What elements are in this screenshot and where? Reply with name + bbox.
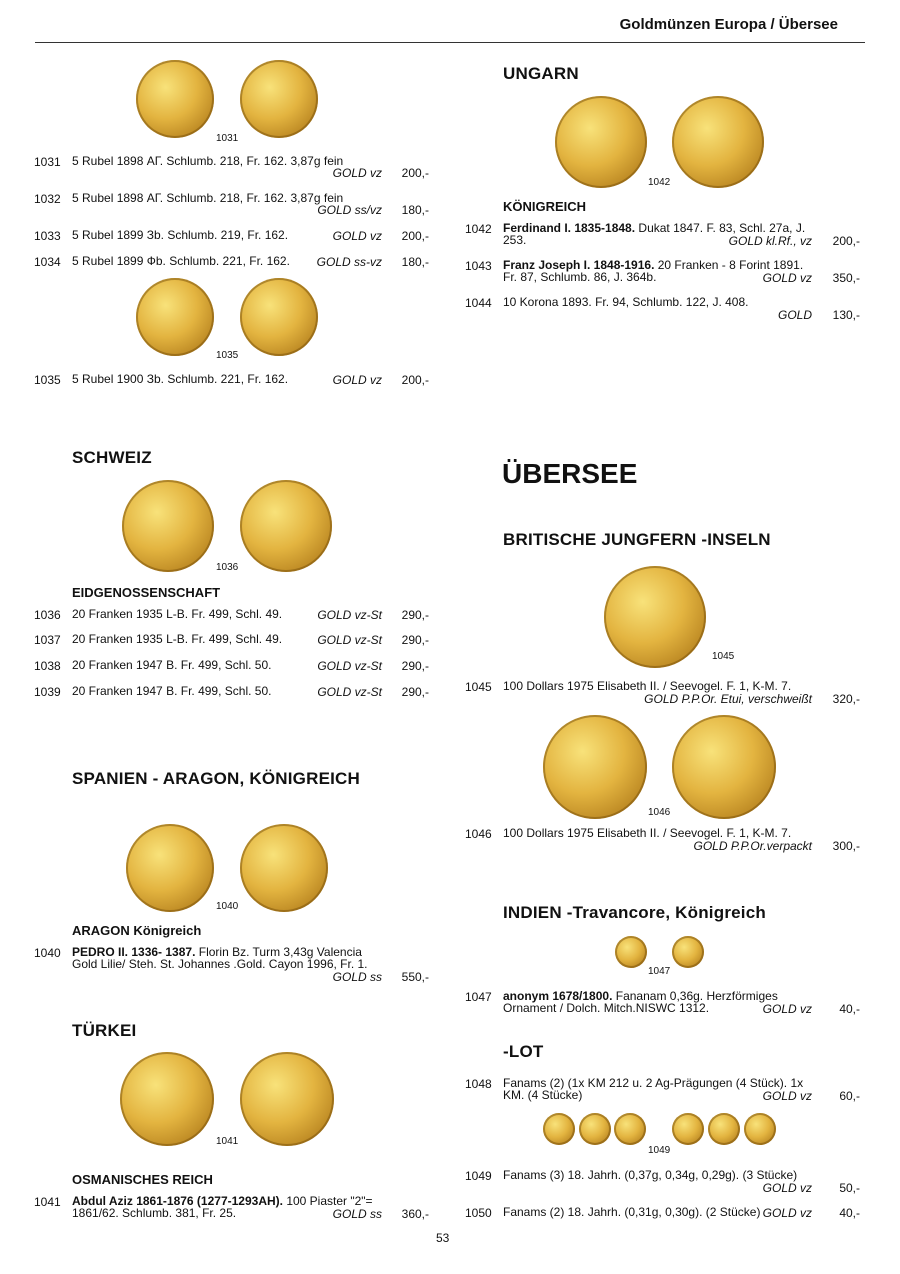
lot-desc-line2-1042: 253.: [503, 233, 527, 247]
lot-price-1032: 180,-: [401, 203, 429, 217]
lot-number-1048: 1048: [465, 1077, 492, 1091]
lot-desc-line1-1048: Fanams (2) (1x KM 212 u. 2 Ag-Prägungen (4 Stück). 1x: [503, 1076, 804, 1090]
coin-image-1040-reverse: [240, 824, 328, 912]
lot-price-1050: 40,-: [839, 1206, 860, 1220]
coin-image-1041-obverse: [120, 1052, 214, 1146]
lot-grade-1034: GOLD ss-vz: [316, 255, 382, 269]
lot-desc-line1-1042: Dukat 1847. F. 83, Schl. 27a, J.: [635, 221, 806, 235]
coin-image-1035-reverse: [240, 278, 318, 356]
coin-image-1035-obverse: [136, 278, 214, 356]
coin-image-1049-3: [614, 1113, 646, 1145]
lot-price-1033: 200,-: [401, 229, 429, 243]
lot-description-1035: 5 Rubel 1900 Зb. Schlumb. 221, Fr. 162.: [72, 372, 289, 386]
caption-1042: 1042: [648, 177, 671, 188]
lot-description-1040: [72, 946, 392, 970]
lot-grade-1036: GOLD vz-St: [317, 608, 382, 622]
caption-1041: 1041: [216, 1136, 239, 1147]
caption-1031: 1031: [216, 133, 239, 144]
lot-ruler-1042: Ferdinand I. 1835-1848.: [503, 221, 636, 235]
lot-description-1031: 5 Rubel 1898 АГ. Schlumb. 218, Fr. 162. 3,87g fein: [72, 154, 344, 168]
lot-grade-1032: GOLD ss/vz: [317, 203, 382, 217]
header-divider: [35, 42, 865, 43]
subsection-title-eidgenossenschaft: EIDGENOSSENSCHAFT: [72, 585, 221, 600]
lot-ruler-1040: PEDRO II. 1336- 1387.: [72, 945, 196, 959]
coin-image-1042-obverse: [555, 96, 647, 188]
lot-number-1031: 1031: [34, 155, 61, 169]
lot-grade-1033: GOLD vz: [332, 229, 382, 243]
lot-description-1046: 100 Dollars 1975 Elisabeth II. / Seevogel. F. 1, K-M. 7.: [503, 826, 792, 840]
lot-number-1037: 1037: [34, 633, 61, 647]
lot-price-1044: 130,-: [832, 308, 860, 322]
lot-grade-1039: GOLD vz-St: [317, 685, 382, 699]
lot-price-1036: 290,-: [401, 608, 429, 622]
lot-grade-1047: GOLD vz: [762, 1002, 812, 1016]
lot-description-1037: 20 Franken 1935 L-B. Fr. 499, Schl. 49.: [72, 632, 283, 646]
lot-grade-1035: GOLD vz: [332, 373, 382, 387]
caption-1047: 1047: [648, 966, 671, 977]
lot-price-1040: 550,-: [401, 970, 429, 984]
lot-description-1045: 100 Dollars 1975 Elisabeth II. / Seevogel. F. 1, K-M. 7.: [503, 679, 792, 693]
page-number: 53: [436, 1231, 450, 1245]
lot-ruler-1047: anonym 1678/1800.: [503, 989, 613, 1003]
lot-number-1036: 1036: [34, 608, 61, 622]
lot-desc-line1-1047: Fananam 0,36g. Herzförmiges: [612, 989, 778, 1003]
section-title-lot: -LOT: [503, 1042, 544, 1061]
lot-grade-1041: GOLD ss: [332, 1207, 382, 1221]
section-title-tuerkei: TÜRKEI: [72, 1021, 137, 1040]
lot-desc-line1-1043: 20 Franken - 8 Forint 1891.: [654, 258, 804, 272]
lot-price-1037: 290,-: [401, 633, 429, 647]
lot-number-1042: 1042: [465, 222, 492, 236]
lot-description-1038: 20 Franken 1947 B. Fr. 499, Schl. 50.: [72, 658, 272, 672]
lot-description-1049: Fanams (3) 18. Jahrh. (0,37g, 0,34g, 0,29g). (3 Stücke): [503, 1168, 798, 1182]
lot-desc-line2-1047: Ornament / Dolch. Mitch.NISWC 1312.: [503, 1001, 710, 1015]
lot-number-1044: 1044: [465, 296, 492, 310]
coin-image-1031-reverse: [240, 60, 318, 138]
lot-desc-line2-1041: 1861/62. Schlumb. 381, Fr. 25.: [72, 1206, 237, 1220]
section-title-bvi: BRITISCHE JUNGFERN -INSELN: [503, 530, 771, 549]
lot-price-1047: 40,-: [839, 1002, 860, 1016]
lot-price-1045: 320,-: [832, 692, 860, 706]
lot-description-1039: 20 Franken 1947 B. Fr. 499, Schl. 50.: [72, 684, 272, 698]
subsection-title-osmanisches-reich: OSMANISCHES REICH: [72, 1172, 213, 1187]
lot-price-1035: 200,-: [401, 373, 429, 387]
lot-number-1035: 1035: [34, 373, 61, 387]
caption-1035: 1035: [216, 350, 239, 361]
lot-desc-line1-1041: 100 Piaster "2"=: [282, 1194, 373, 1208]
lot-number-1033: 1033: [34, 229, 61, 243]
caption-1036: 1036: [216, 562, 239, 573]
coin-image-1049-2: [579, 1113, 611, 1145]
lot-grade-1044: GOLD: [777, 308, 812, 322]
lot-number-1038: 1038: [34, 659, 61, 673]
subsection-title-aragon: ARAGON Königreich: [72, 923, 202, 938]
lot-description-1033: 5 Rubel 1899 Зb. Schlumb. 219, Fr. 162.: [72, 228, 289, 242]
coin-image-1047-reverse: [672, 936, 704, 968]
lot-grade-1048: GOLD vz: [762, 1089, 812, 1103]
caption-1049: 1049: [648, 1145, 671, 1156]
lot-number-1034: 1034: [34, 255, 61, 269]
lot-number-1043: 1043: [465, 259, 492, 273]
lot-number-1047: 1047: [465, 990, 492, 1004]
lot-description-1034: 5 Rubel 1899 Фb. Schlumb. 221, Fr. 162.: [72, 254, 290, 268]
lot-grade-1031: GOLD vz: [332, 166, 382, 180]
coin-image-1040-obverse: [126, 824, 214, 912]
page-header-title: Goldmünzen Europa / Übersee: [619, 16, 838, 33]
coin-image-1045: [604, 566, 706, 668]
lot-ruler-1041: Abdul Aziz 1861-1876 (1277-1293AH).: [72, 1194, 283, 1208]
coin-image-1036-obverse: [122, 480, 214, 572]
lot-price-1042: 200,-: [832, 234, 860, 248]
lot-grade-1037: GOLD vz-St: [317, 633, 382, 647]
lot-grade-1042: GOLD kl.Rf., vz: [728, 234, 812, 248]
coin-image-1049-4: [672, 1113, 704, 1145]
lot-price-1041: 360,-: [401, 1207, 429, 1221]
coin-image-1046-obverse: [543, 715, 647, 819]
lot-number-1046: 1046: [465, 827, 492, 841]
coin-image-1049-6: [744, 1113, 776, 1145]
lot-desc-line2-1043: Fr. 87, Schlumb. 86, J. 364b.: [503, 270, 657, 284]
lot-description-1036: 20 Franken 1935 L-B. Fr. 499, Schl. 49.: [72, 607, 283, 621]
lot-grade-1040: GOLD ss: [332, 970, 382, 984]
lot-price-1048: 60,-: [839, 1089, 860, 1103]
caption-1045: 1045: [712, 651, 735, 662]
lot-desc-line2-1048: KM. (4 Stücke): [503, 1088, 583, 1102]
lot-price-1046: 300,-: [832, 839, 860, 853]
lot-number-1040: 1040: [34, 946, 61, 960]
lot-description-1044: 10 Korona 1893. Fr. 94, Schlumb. 122, J. 408.: [503, 295, 749, 309]
section-title-schweiz: SCHWEIZ: [72, 448, 152, 467]
caption-1040: 1040: [216, 901, 239, 912]
lot-grade-1045: GOLD P.P.Or. Etui, verschweißt: [644, 692, 812, 706]
lot-grade-1046: GOLD P.P.Or.verpackt: [693, 839, 812, 853]
coin-image-1049-1: [543, 1113, 575, 1145]
lot-number-1032: 1032: [34, 192, 61, 206]
lot-price-1039: 290,-: [401, 685, 429, 699]
lot-number-1050: 1050: [465, 1206, 492, 1220]
coin-image-1042-reverse: [672, 96, 764, 188]
lot-number-1039: 1039: [34, 685, 61, 699]
lot-grade-1043: GOLD vz: [762, 271, 812, 285]
lot-price-1038: 290,-: [401, 659, 429, 673]
coin-image-1047-obverse: [615, 936, 647, 968]
lot-description-1032: 5 Rubel 1898 АГ. Schlumb. 218, Fr. 162. 3,87g fein: [72, 191, 344, 205]
lot-price-1049: 50,-: [839, 1181, 860, 1195]
section-title-uebersee: ÜBERSEE: [502, 458, 638, 489]
lot-price-1043: 350,-: [832, 271, 860, 285]
lot-grade-1049: GOLD vz: [762, 1181, 812, 1195]
lot-number-1049: 1049: [465, 1169, 492, 1183]
coin-image-1046-reverse: [672, 715, 776, 819]
lot-grade-1038: GOLD vz-St: [317, 659, 382, 673]
lot-desc-line2-1040: Gold Lilie/ Steh. St. Johannes .Gold. Cayon 1996, Fr. 1.: [72, 957, 368, 971]
lot-ruler-1043: Franz Joseph I. 1848-1916.: [503, 258, 655, 272]
lot-price-1034: 180,-: [401, 255, 429, 269]
section-title-indien: INDIEN -Travancore, Königreich: [503, 903, 766, 922]
section-title-ungarn: UNGARN: [503, 64, 579, 83]
subsection-title-koenigreich: KÖNIGREICH: [503, 199, 587, 214]
coin-image-1031-obverse: [136, 60, 214, 138]
lot-grade-1050: GOLD vz: [762, 1206, 812, 1220]
lot-desc-line1-1040: Florin Bz. Turm 3,43g Valencia: [195, 945, 362, 959]
lot-price-1031: 200,-: [401, 166, 429, 180]
coin-image-1041-reverse: [240, 1052, 334, 1146]
lot-number-1041: 1041: [34, 1195, 61, 1209]
lot-description-1050: Fanams (2) 18. Jahrh. (0,31g, 0,30g). (2 Stücke): [503, 1205, 761, 1219]
coin-image-1049-5: [708, 1113, 740, 1145]
section-title-spanien: SPANIEN - ARAGON, KÖNIGREICH: [72, 769, 361, 788]
lot-number-1045: 1045: [465, 680, 492, 694]
coin-image-1036-reverse: [240, 480, 332, 572]
caption-1046: 1046: [648, 807, 671, 818]
